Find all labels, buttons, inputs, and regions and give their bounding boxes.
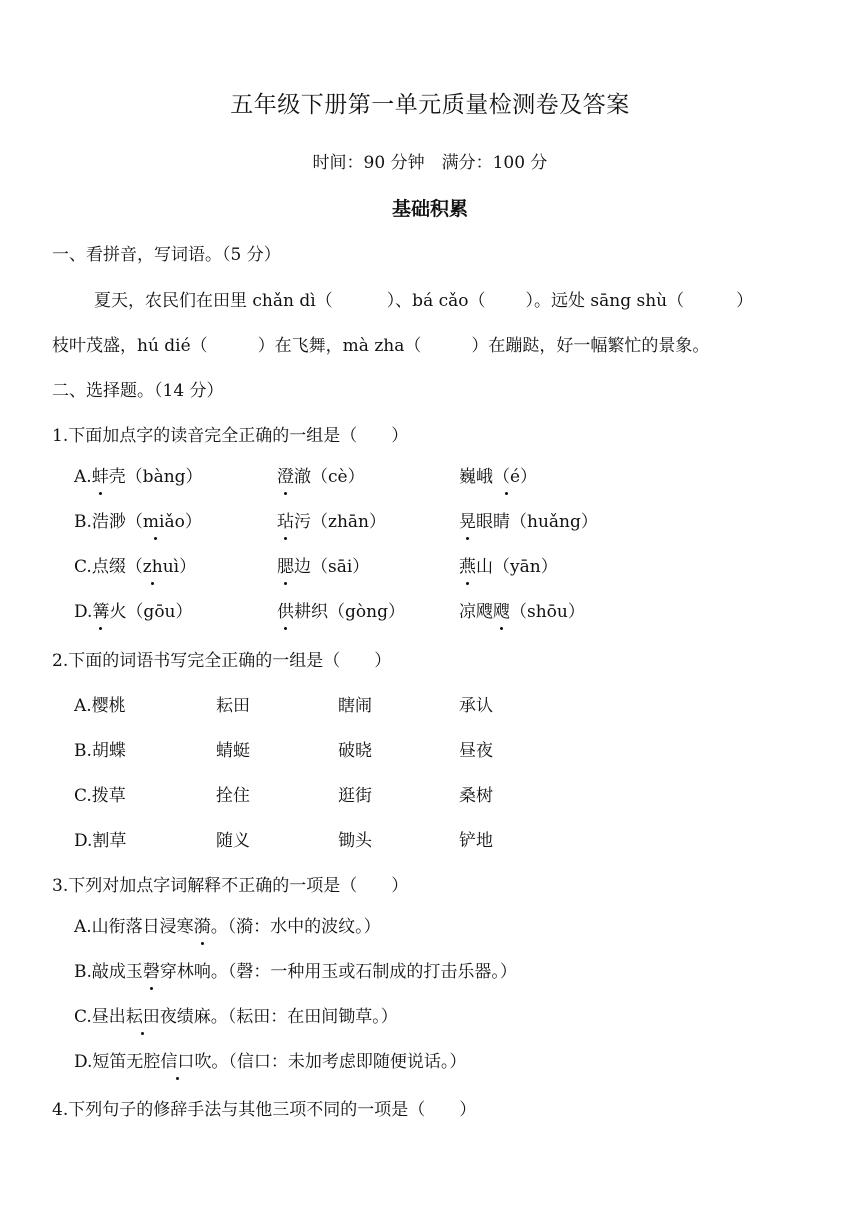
q2-2-option-c[interactable]: C.拨草 (74, 786, 126, 806)
q1-line1-text-d: ） (736, 291, 754, 311)
q2-1-option-b-3 (459, 509, 598, 535)
option-text: 眼睛（huǎng） (476, 512, 598, 532)
option-text: C.昼出 (74, 1007, 126, 1027)
dotted-char: 蚌 (92, 464, 109, 490)
q2-1-option-d-2 (277, 599, 405, 625)
q2-2-option-a[interactable]: A.樱桃 (74, 696, 126, 716)
q2-1-option-b[interactable] (74, 509, 202, 535)
exam-meta: 时间：90 分钟 满分：100 分 (312, 153, 548, 173)
dotted-char: 磬 (143, 959, 160, 985)
word-cell: 锄头 (338, 831, 372, 851)
option-label: C. (74, 557, 92, 577)
word-cell: 破晓 (338, 741, 372, 761)
q2-2-option-d[interactable]: D.割草 (74, 831, 127, 851)
q1-line2-text-a: 枝叶茂盛，hú dié（ (52, 336, 208, 356)
option-text: 凉飕 (459, 602, 493, 622)
option-text: 浩 (91, 512, 109, 532)
q2-1-option-d-3 (459, 599, 585, 625)
q2-1-option-c[interactable] (74, 554, 196, 580)
word-cell: 瞎闹 (338, 696, 372, 716)
option-text: （shōu） (510, 602, 585, 622)
q1-line-2 (52, 333, 709, 359)
option-text: 边（sāi） (294, 557, 370, 577)
option-text: 。（漪：水中的波纹。） (210, 917, 381, 937)
q2-1-option-c-2 (277, 554, 369, 580)
dotted-char: 玷 (277, 509, 294, 535)
option-label: A. (74, 467, 92, 487)
page-title: 五年级下册第一单元质量检测卷及答案 (230, 92, 630, 118)
word-cell: 桑树 (459, 786, 493, 806)
q1-line2-text-c: ）在蹦跶，好一幅繁忙的景象。 (471, 336, 710, 356)
option-text: 吹。（信口：未加考虑即随便说话。） (194, 1052, 467, 1072)
option-text: 澈（cè） (294, 467, 365, 487)
option-text: 巍 (459, 467, 476, 487)
option-text: 污（zhān） (294, 512, 386, 532)
q2-3-stem: 3.下列对加点字词解释不正确的一项是（ ） (52, 876, 409, 896)
q2-2-stem: 2.下面的词语书写完全正确的一组是（ ） (52, 651, 392, 671)
q1-line2-text-b: ）在飞舞，mà zha（ (257, 336, 422, 356)
q2-1-option-a[interactable] (74, 464, 203, 490)
option-text: 穿林响。（磬：一种用玉或石制成的打击乐器。） (159, 962, 517, 982)
dotted-char: 篝 (92, 599, 109, 625)
option-text: 山（yān） (476, 557, 558, 577)
q2-2-option-b[interactable]: B.胡蝶 (74, 741, 126, 761)
q2-1-option-b-2 (277, 509, 386, 535)
dotted-char: 信口 (160, 1049, 194, 1075)
q1-line1-text-a: 夏天，农民们在田里 chǎn dì（ (94, 291, 333, 311)
word-cell: 耘田 (216, 696, 250, 716)
option-text: 壳（bàng） (108, 467, 203, 487)
q2-3-option-b[interactable] (74, 959, 517, 985)
q1-line1-text-c: ）。远处 sāng shù（ (525, 291, 685, 311)
option-label: B. (74, 512, 92, 532)
dotted-char: 腮 (277, 554, 294, 580)
q2-1-stem: 1.下面加点字的读音完全正确的一组是（ ） (52, 426, 409, 446)
q2-3-option-c[interactable] (74, 1004, 398, 1030)
dotted-char: 晃 (459, 509, 476, 535)
dotted-char: 燕 (459, 554, 476, 580)
dotted-char: 飕 (493, 599, 510, 625)
q2-4-stem: 4.下列句子的修辞手法与其他三项不同的一项是（ ） (52, 1100, 477, 1120)
q2-heading: 二、选择题。（14 分） (52, 381, 224, 401)
option-text: D.短笛无腔 (74, 1052, 161, 1072)
word-cell: 拴住 (216, 786, 250, 806)
dotted-char: 澄 (277, 464, 294, 490)
word-cell: 铲地 (459, 831, 493, 851)
dotted-char: 耘田 (126, 1004, 160, 1030)
dotted-char: 渺（miǎo） (109, 509, 202, 535)
q2-1-option-a-2 (277, 464, 365, 490)
option-text: 耕织（gòng） (294, 602, 405, 622)
option-text: 点 (91, 557, 109, 577)
dotted-char: 缀（zhuì） (109, 554, 196, 580)
q1-line1-text-b: ）、bá cǎo（ (386, 291, 486, 311)
q2-3-option-d[interactable] (74, 1049, 466, 1075)
word-cell: 逛街 (338, 786, 372, 806)
word-cell: 蜻蜓 (216, 741, 250, 761)
q1-heading: 一、看拼音，写词语。（5 分） (52, 245, 281, 265)
q2-1-option-a-3 (459, 464, 537, 490)
option-text: 夜绩麻。（耘田：在田间锄草。） (159, 1007, 398, 1027)
word-cell: 昼夜 (459, 741, 493, 761)
dotted-char: 供 (277, 599, 294, 625)
dotted-char: 峨（é） (476, 464, 537, 490)
dotted-char: 漪 (194, 914, 211, 940)
q1-line-1 (94, 288, 753, 314)
option-text: B.敲成玉 (74, 962, 143, 982)
section-heading: 基础积累 (391, 198, 468, 220)
q2-1-option-c-3 (459, 554, 558, 580)
option-label: D. (74, 602, 93, 622)
word-cell: 承认 (459, 696, 493, 716)
option-text: A.山衔落日浸寒 (74, 917, 194, 937)
word-cell: 随义 (216, 831, 250, 851)
option-text: 火（gōu） (109, 602, 193, 622)
q2-3-option-a[interactable] (74, 914, 381, 940)
q2-1-option-d[interactable] (74, 599, 193, 625)
